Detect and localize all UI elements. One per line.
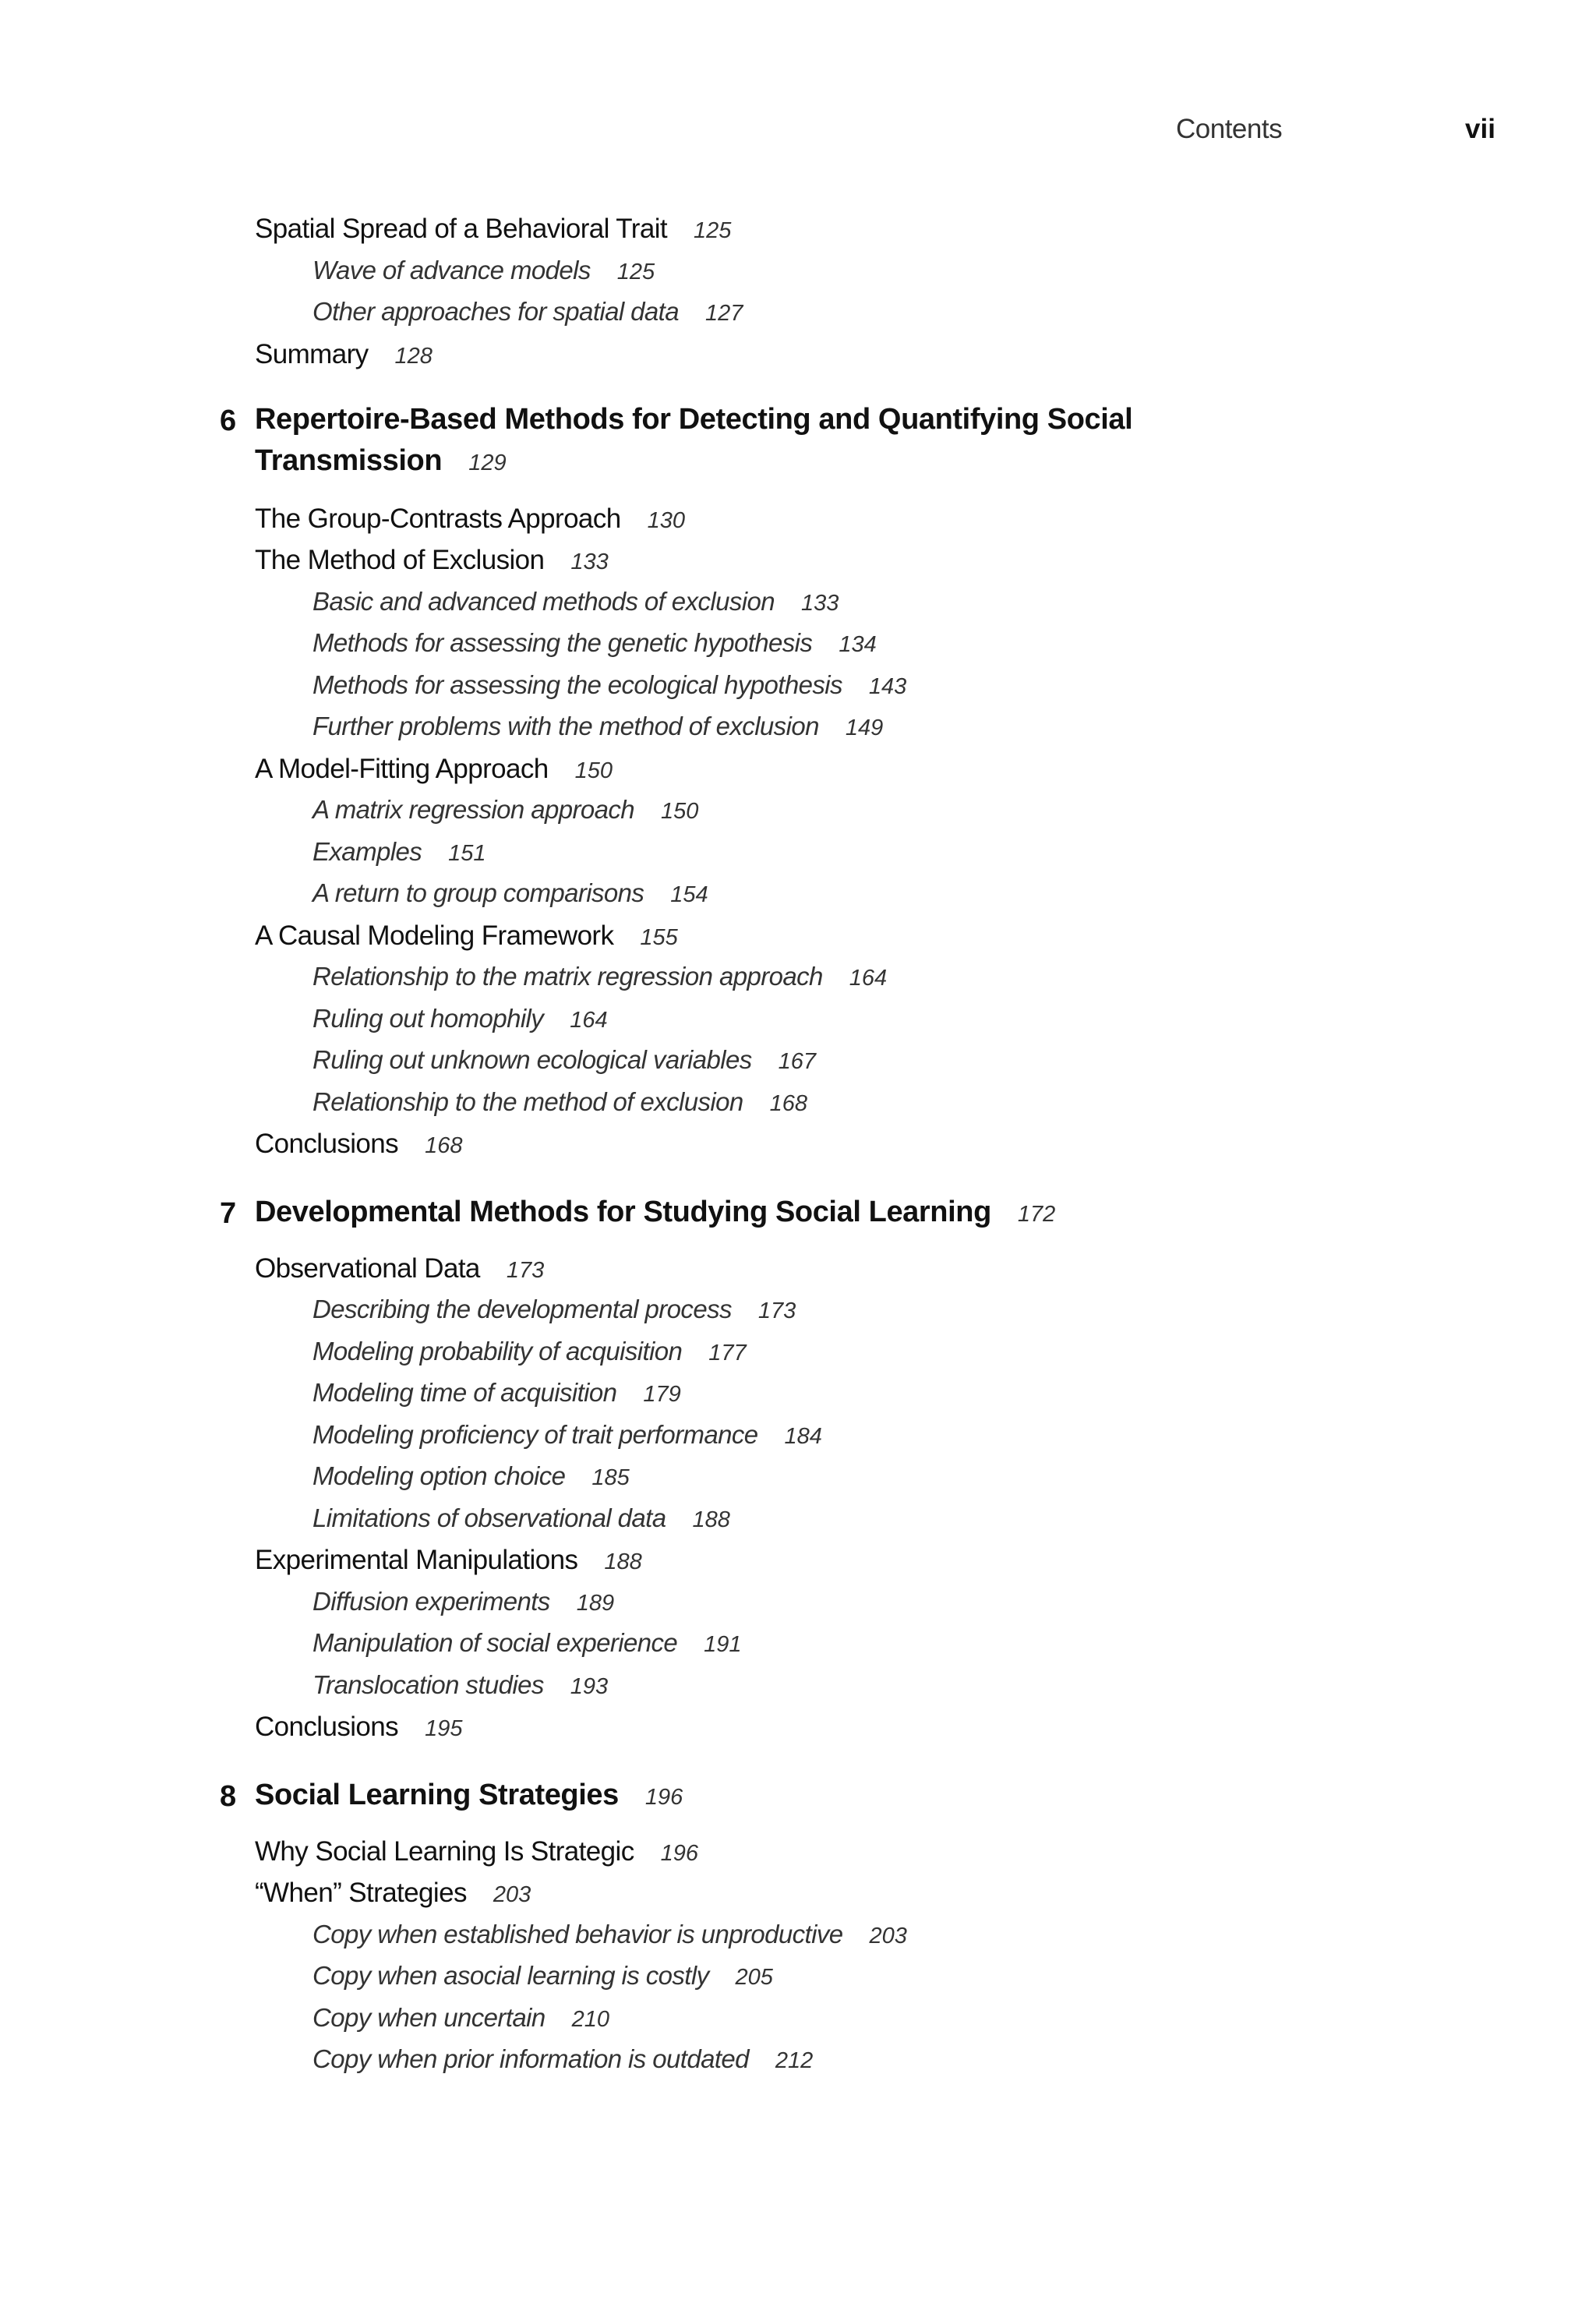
subsection-entry xyxy=(312,1463,630,1489)
page-number: 210 xyxy=(571,2007,610,2032)
section-title: Experimental Manipulations xyxy=(255,1545,578,1575)
page-number: 129 xyxy=(468,450,507,475)
page-number: 196 xyxy=(660,1841,698,1866)
header-page-number: vii xyxy=(1465,114,1495,144)
subsection-entry xyxy=(312,713,883,740)
subsection-title: Modeling probability of acquisition xyxy=(312,1337,683,1366)
subsection-title: Modeling proficiency of trait performance xyxy=(312,1420,758,1449)
page-number: 130 xyxy=(647,508,685,533)
page-number: 179 xyxy=(643,1382,681,1407)
page-number: 150 xyxy=(574,758,613,783)
page-number: 151 xyxy=(448,841,486,866)
subsection-title: Relationship to the matrix regression approach xyxy=(312,962,823,991)
page-number: 191 xyxy=(704,1632,742,1657)
page-number: 133 xyxy=(800,591,839,616)
subsection-entry xyxy=(312,1047,816,1073)
subsection-entry xyxy=(312,1338,747,1365)
subsection-entry xyxy=(312,880,708,906)
section-entry xyxy=(255,1255,544,1282)
subsection-title: Copy when prior information is outdated xyxy=(312,2044,749,2073)
subsection-entry xyxy=(312,672,906,698)
chapter-title-text: Social Learning Strategies xyxy=(255,1779,619,1811)
subsection-title: Modeling option choice xyxy=(312,1461,566,1490)
page-number: 203 xyxy=(493,1882,531,1907)
section-entry xyxy=(255,755,613,783)
page-number: 125 xyxy=(694,218,732,243)
subsection-title: Manipulation of social experience xyxy=(312,1628,678,1657)
subsection-entry xyxy=(312,1588,614,1615)
page-number: 188 xyxy=(604,1549,642,1574)
chapter-title-text: Transmission xyxy=(255,444,443,477)
page-number: 203 xyxy=(869,1924,907,1948)
subsection-title: Diffusion experiments xyxy=(312,1587,550,1616)
subsection-title: A return to group comparisons xyxy=(312,878,644,907)
page-number: 177 xyxy=(708,1341,747,1366)
section-title: A Model-Fitting Approach xyxy=(255,754,549,784)
header-label: Contents xyxy=(1176,114,1283,144)
subsection-title: Describing the developmental process xyxy=(312,1295,732,1323)
section-title: Conclusions xyxy=(255,1129,399,1159)
section-title: The Method of Exclusion xyxy=(255,545,545,575)
subsection-title: Methods for assessing the ecological hypothesis xyxy=(312,670,842,699)
page-number: 173 xyxy=(506,1258,545,1283)
section-title: Spatial Spread of a Behavioral Trait xyxy=(255,214,668,244)
subsection-title: Translocation studies xyxy=(312,1670,544,1699)
subsection-entry xyxy=(312,1505,730,1532)
subsection-entry xyxy=(312,1921,907,1948)
chapter-number: 6 xyxy=(220,405,237,437)
section-entry xyxy=(255,546,609,574)
page-number: 134 xyxy=(839,632,877,657)
section-title: Conclusions xyxy=(255,1712,399,1742)
section-title: Summary xyxy=(255,339,369,369)
page-number: 189 xyxy=(576,1591,615,1616)
subsection-entry xyxy=(312,2046,813,2072)
chapter-number: 8 xyxy=(220,1780,237,1813)
page-number: 172 xyxy=(1017,1202,1056,1227)
subsection-entry xyxy=(312,588,839,615)
page-number: 212 xyxy=(775,2048,814,2073)
subsection-title: Ruling out unknown ecological variables xyxy=(312,1045,752,1074)
subsection-entry xyxy=(312,1963,773,1989)
section-title: “When” Strategies xyxy=(255,1878,467,1908)
section-title: Why Social Learning Is Strategic xyxy=(255,1836,634,1867)
subsection-entry xyxy=(312,1380,681,1406)
section-entry xyxy=(255,1546,642,1574)
section-title: Observational Data xyxy=(255,1253,480,1284)
chapter-title xyxy=(255,1197,1055,1227)
section-title: A Causal Modeling Framework xyxy=(255,920,614,951)
subsection-title: Copy when uncertain xyxy=(312,2003,546,2032)
section-entry xyxy=(255,1879,531,1906)
section-entry xyxy=(255,922,678,949)
page-number: 149 xyxy=(845,715,884,740)
subsection-entry xyxy=(312,257,655,284)
page-number: 168 xyxy=(769,1091,808,1116)
subsection-entry xyxy=(312,1296,796,1323)
section-entry xyxy=(255,1838,698,1865)
subsection-entry xyxy=(312,963,887,990)
page-number: 125 xyxy=(616,260,655,284)
subsection-entry xyxy=(312,299,743,325)
chapter-number: 7 xyxy=(220,1197,237,1230)
subsection-title: Basic and advanced methods of exclusion xyxy=(312,587,775,616)
subsection-entry xyxy=(312,797,698,823)
section-title: The Group-Contrasts Approach xyxy=(255,503,621,534)
subsection-entry xyxy=(312,1005,608,1032)
section-entry xyxy=(255,341,433,368)
subsection-title: Limitations of observational data xyxy=(312,1503,666,1532)
subsection-title: Modeling time of acquisition xyxy=(312,1378,617,1407)
page-number: 127 xyxy=(705,301,743,326)
page-number: 128 xyxy=(394,344,433,369)
section-entry xyxy=(255,505,685,532)
subsection-entry xyxy=(312,630,877,656)
section-entry xyxy=(255,215,731,242)
section-entry xyxy=(255,1130,462,1157)
chapter-title-continued xyxy=(255,446,507,475)
page-number: 154 xyxy=(670,882,708,907)
chapter-title-text: Developmental Methods for Studying Social Learning xyxy=(255,1196,991,1228)
page-number: 185 xyxy=(591,1465,630,1490)
subsection-title: Ruling out homophily xyxy=(312,1004,544,1033)
subsection-title: Copy when asocial learning is costly xyxy=(312,1961,709,1990)
page-number: 164 xyxy=(570,1008,608,1033)
subsection-entry xyxy=(312,2005,609,2031)
subsection-title: Examples xyxy=(312,837,422,866)
chapter-title xyxy=(255,1780,683,1810)
subsection-title: Wave of advance models xyxy=(312,256,591,284)
page-number: 205 xyxy=(735,1965,773,1990)
subsection-entry xyxy=(312,1630,742,1656)
page-number: 164 xyxy=(849,966,888,991)
page-number: 196 xyxy=(644,1785,683,1810)
page-number: 155 xyxy=(640,925,678,950)
subsection-title: Other approaches for spatial data xyxy=(312,297,679,326)
page-number: 184 xyxy=(784,1424,822,1449)
subsection-entry xyxy=(312,1672,608,1698)
page-number: 133 xyxy=(570,549,609,574)
chapter-title xyxy=(255,405,1132,434)
section-entry xyxy=(255,1713,462,1740)
subsection-entry xyxy=(312,839,486,865)
page-number: 195 xyxy=(425,1716,463,1741)
subsection-title: Copy when established behavior is unproductive xyxy=(312,1920,843,1948)
page-number: 167 xyxy=(778,1049,817,1074)
subsection-title: A matrix regression approach xyxy=(312,795,635,824)
page-number: 173 xyxy=(757,1298,796,1323)
page-number: 143 xyxy=(868,674,907,699)
page-number: 150 xyxy=(661,799,699,824)
page-number: 193 xyxy=(570,1674,609,1699)
chapter-title-text: Repertoire-Based Methods for Detecting and Quantifying Social xyxy=(255,403,1133,436)
subsection-title: Relationship to the method of exclusion xyxy=(312,1087,743,1116)
page-number: 168 xyxy=(425,1133,463,1158)
page-number: 188 xyxy=(692,1507,730,1532)
subsection-entry xyxy=(312,1089,807,1115)
subsection-entry xyxy=(312,1422,822,1448)
subsection-title: Methods for assessing the genetic hypothesis xyxy=(312,628,813,657)
subsection-title: Further problems with the method of exclusion xyxy=(312,712,819,740)
